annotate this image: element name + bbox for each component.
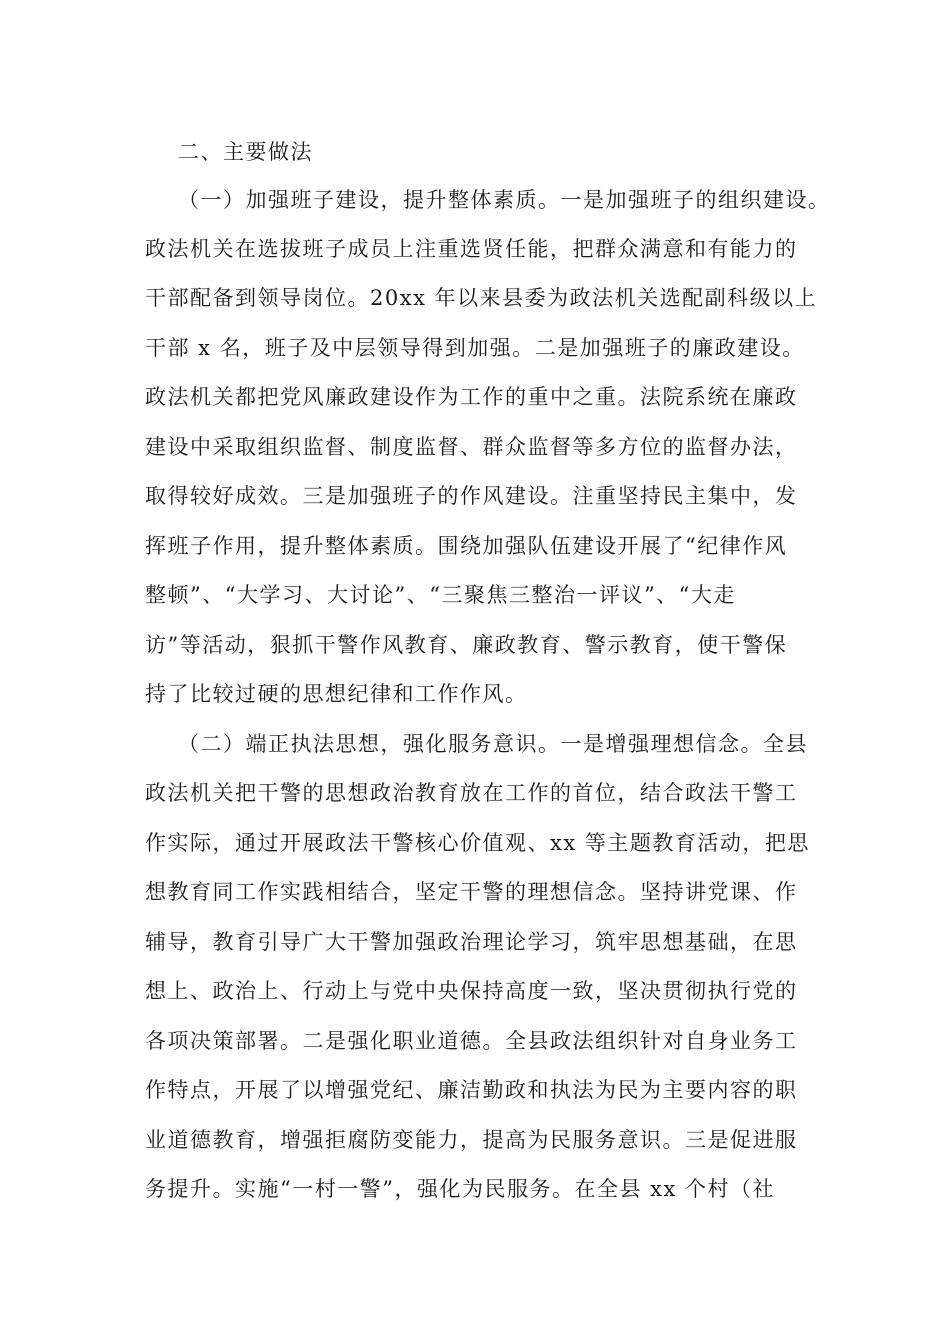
paragraph-1-line: 干部配备到领导岗位。20xx 年以来县委为政法机关选配副科级以上 (145, 286, 818, 310)
paragraph-2-line: 想上、政治上、行动上与党中央保持高度一致，坚决贯彻执行党的 (145, 979, 798, 1003)
paragraph-2-line: （二）端正执法思想，强化服务意识。一是增强理想信念。全县 (178, 732, 808, 756)
paragraph-2-line: 各项决策部署。二是强化职业道德。全县政法组织针对自身业务工 (145, 1029, 798, 1053)
paragraph-2-line: 政法机关把干警的思想政治教育放在工作的首位，结合政法干警工 (145, 781, 798, 805)
paragraph-1-line: 访”等活动，狠抓干警作风教育、廉政教育、警示教育，使干警保 (145, 633, 788, 657)
paragraph-1-line: 挥班子作用，提升整体素质。围绕加强队伍建设开展了“纪律作风 (145, 534, 788, 558)
paragraph-1-line: 干部 x 名，班子及中层领导得到加强。二是加强班子的廉政建设。 (145, 336, 805, 360)
paragraph-1-line: 整顿”、“大学习、大讨论”、“三聚焦三整治一评议”、“大走 (145, 583, 736, 607)
section-heading: 二、主要做法 (178, 140, 313, 164)
paragraph-2-line: 想教育同工作实践相结合，坚定干警的理想信念。坚持讲党课、作 (145, 880, 798, 904)
paragraph-2-line: 作实际，通过开展政法干警核心价值观、xx 等主题教育活动，把思 (145, 831, 810, 855)
paragraph-1-line: 政法机关在选拔班子成员上注重选贤任能，把群众满意和有能力的 (145, 237, 798, 261)
paragraph-1-line: 取得较好成效。三是加强班子的作风建设。注重坚持民主集中，发 (145, 484, 798, 508)
paragraph-2-line: 辅导，教育引导广大干警加强政治理论学习，筑牢思想基础，在思 (145, 930, 798, 954)
paragraph-1-line: （一）加强班子建设，提升整体素质。一是加强班子的组织建设。 (178, 188, 831, 212)
paragraph-2-line: 务提升。实施“一村一警”，强化为民服务。在全县 xx 个村（社 (145, 1177, 776, 1201)
paragraph-1-line: 持了比较过硬的思想纪律和工作作风。 (145, 682, 528, 706)
paragraph-1-line: 建设中采取组织监督、制度监督、群众监督等多方位的监督办法， (145, 435, 798, 459)
paragraph-2-line: 作特点，开展了以增强党纪、廉洁勤政和执法为民为主要内容的职 (145, 1078, 798, 1102)
paragraph-1-line: 政法机关都把党风廉政建设作为工作的重中之重。法院系统在廉政 (145, 385, 798, 409)
paragraph-2-line: 业道德教育，增强拒腐防变能力，提高为民服务意识。三是促进服 (145, 1128, 798, 1152)
